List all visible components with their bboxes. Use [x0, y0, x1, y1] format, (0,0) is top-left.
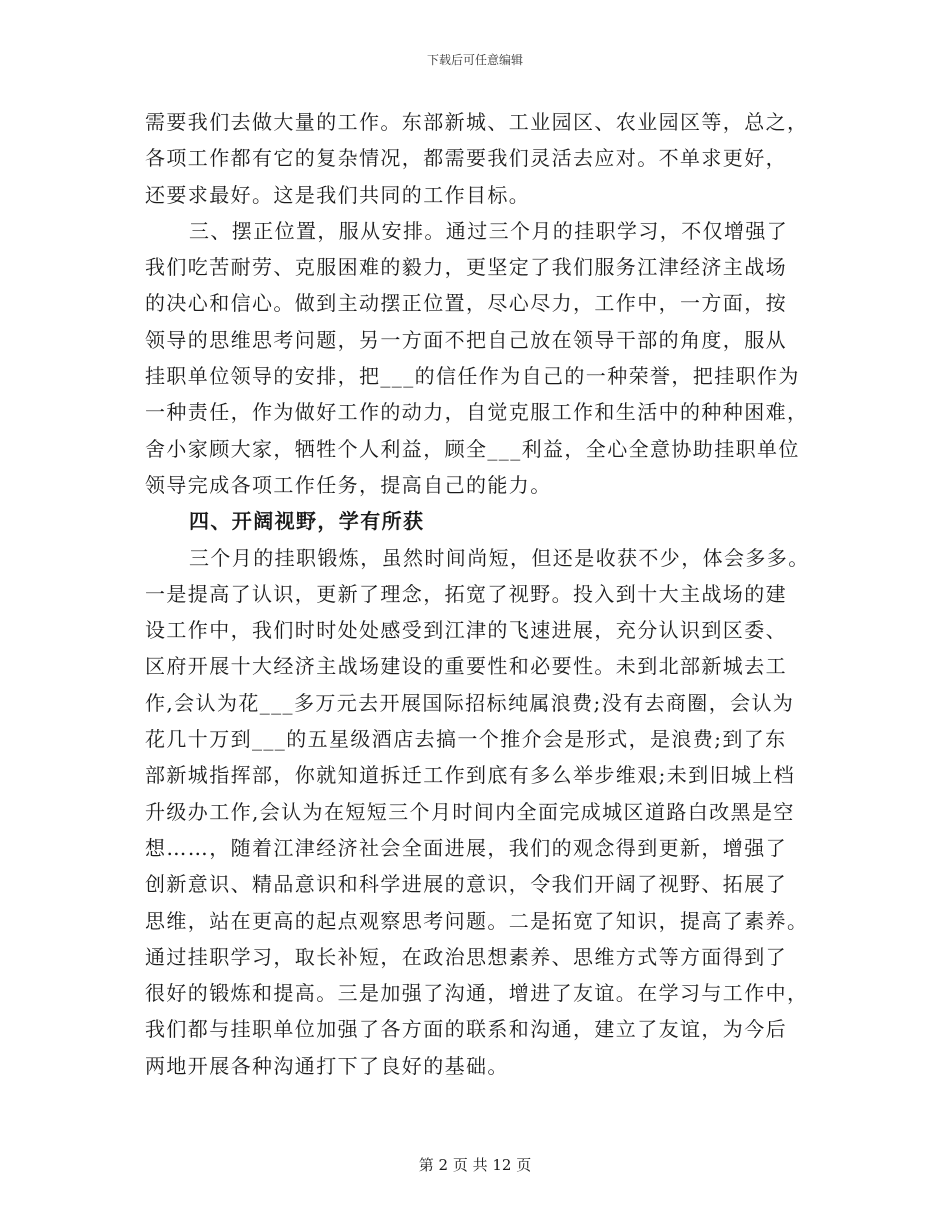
section-heading: 四、开阔视野，学有所获 [189, 509, 425, 534]
body-line: 花几十万到___的五星级酒店去搞一个推介会是形式，是浪费;到了东 [145, 727, 787, 752]
body-line: 很好的锻炼和提高。三是加强了沟通，增进了友谊。在学习与工作中， [145, 981, 809, 1006]
body-line: 我们都与挂职单位加强了各方面的联系和沟通，建立了友谊，为今后 [145, 1017, 787, 1042]
body-line: 舍小家顾大家，牺牲个人利益，顾全___利益，全心全意协助挂职单位 [145, 436, 800, 461]
body-line: 各项工作都有它的复杂情况，都需要我们灵活去应对。不单求更好， [145, 146, 787, 171]
body-line: 还要求最好。这是我们共同的工作目标。 [145, 182, 531, 207]
body-line: 作,会认为花___多万元去开展国际招标纯属浪费;没有去商圈，会认为 [145, 690, 795, 715]
document-body [145, 104, 815, 1084]
body-line: 通过挂职学习，取长补短，在政治思想素养、思维方式等方面得到了 [145, 944, 787, 969]
body-line: 设工作中，我们时时处处感受到江津的飞速进展，充分认识到区委、 [145, 618, 787, 643]
body-line: 部新城指挥部，你就知道拆迁工作到底有多么举步维艰;未到旧城上档 [145, 763, 796, 788]
page-number: 第 2 页 共 12 页 [418, 1156, 532, 1174]
body-line: 挂职单位领导的安排，把___的信任作为自己的一种荣誉，把挂职作为 [145, 364, 800, 389]
paragraph-start-line: 三、摆正位置，服从安排。通过三个月的挂职学习，不仅增强了 [189, 218, 789, 243]
body-line: 升级办工作,会认为在短短三个月时间内全面完成城区道路白改黑是空 [145, 799, 795, 824]
body-line: 领导的思维思考问题，另一方面不把自己放在领导干部的角度，服从 [145, 327, 787, 352]
body-line: 两地开展各种沟通打下了良好的基础。 [145, 1053, 509, 1078]
body-line: 我们吃苦耐劳、克服困难的毅力，更坚定了我们服务江津经济主战场 [145, 255, 787, 280]
body-line: 需要我们去做大量的工作。东部新城、工业园区、农业园区等，总之， [145, 110, 809, 134]
body-line: 的决心和信心。做到主动摆正位置，尽心尽力，工作中，一方面，按 [145, 291, 787, 316]
paragraph-start-line: 三个月的挂职锻炼，虽然时间尚短，但还是收获不少，体会多多。 [189, 545, 810, 570]
body-line: 领导完成各项工作任务，提高自己的能力。 [145, 472, 552, 497]
page-header: 下载后可任意编辑 [426, 53, 523, 67]
body-line: 一是提高了认识，更新了理念，拓宽了视野。投入到十大主战场的建 [145, 581, 787, 606]
body-line: 创新意识、精品意识和科学进展的意识，令我们开阔了视野、拓展了 [145, 872, 787, 897]
body-line: 想……，随着江津经济社会全面进展，我们的观念得到更新，增强了 [145, 835, 787, 860]
body-line: 区府开展十大经济主战场建设的重要性和必要性。未到北部新城去工 [145, 654, 787, 679]
body-line: 思维，站在更高的起点观察思考问题。二是拓宽了知识，提高了素养。 [145, 908, 809, 933]
body-line: 一种责任，作为做好工作的动力，自觉克服工作和生活中的种种困难， [145, 400, 809, 425]
